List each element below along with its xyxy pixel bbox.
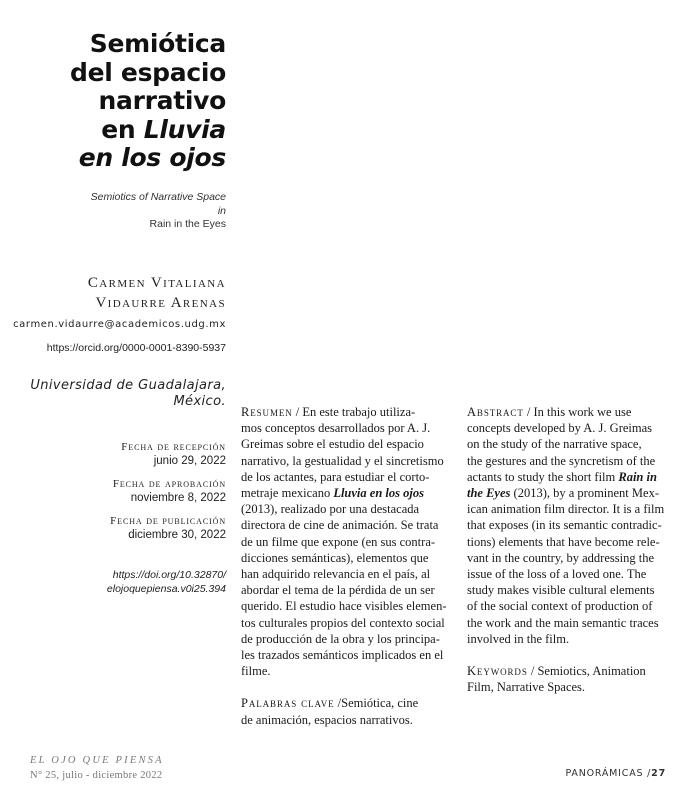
section-page [565,768,666,779]
resumen-line: tos culturales propios del contexto social [241,615,445,630]
resumen-line: de un filme que expone (en sus contra- [241,534,436,549]
abstract-line: of the social context of production of [467,599,653,614]
palabras-line [241,695,442,711]
affiliation-line: México. [173,394,226,409]
resumen-line: narrativo, la gestualidad y el sincretismo [241,453,444,468]
resumen-line [241,404,442,420]
abstract-line: study makes visible cultural elements [467,583,655,598]
date-value: diciembre 30, 2022 [128,529,226,541]
abstract-line: the gestures and the syncretism of the [467,453,656,468]
palabras-line: de animación, espacios narrativos. [241,712,413,727]
title-line: del espacio [70,57,226,87]
section-name: PANORÁMICAS / [565,768,652,779]
resumen-line: de los actantes, para estudiar el corto- [241,469,430,484]
date-label: Fecha de aprobación [112,478,226,490]
doi-line: elojoquepiensa.v0i25.394 [106,582,226,595]
abstract-line [467,404,668,420]
resumen-line: directora de cine de animación. Se trata [241,518,439,533]
palabras-text: /Semiótica, cine [334,696,419,711]
abstract-line: the work and the main semantic traces [467,615,659,630]
resumen-line: (2013), realizado por una destacada [241,502,420,517]
resumen-line: les trazados semánticos implicados en el [241,648,444,663]
date-approved [26,478,226,505]
abstract-line: ican animation film director. It is a film [467,502,665,517]
subtitle-in: in [217,204,226,217]
date-value: noviembre 8, 2022 [130,492,226,504]
author-name [0,273,226,313]
keywords-line: Film, Narrative Spaces. [467,680,586,695]
abstract-line [467,469,668,485]
doi-line: https://doi.org/10.32870/ [112,569,226,581]
film-title: Rain in [618,469,657,484]
date-value: junio 29, 2022 [153,455,226,467]
abstract-text: (2013), by a prominent Mex- [510,486,659,501]
affiliation-line: Universidad de Guadalajara, [30,378,226,393]
abstract-line: involved in the film. [467,631,570,646]
resumen-line: Greimas sobre el estudio del espacio [241,437,424,452]
abstract-line: concepts developed by A. J. Greimas [467,421,653,436]
date-received [26,441,226,468]
title-prefix: en [101,114,144,144]
resumen-line: abordar el tema de la pérdida de un ser [241,583,435,598]
abstract-line [467,485,668,501]
subtitle-film-name: Rain in the Eyes [149,218,226,230]
abstract-column [467,404,668,695]
resumen-line: dicciones semánticas), elementos que [241,550,429,565]
author-email[interactable]: carmen.vidaurre@academicos.udg.mx [13,319,226,330]
resumen-text: metraje mexicano [241,486,334,501]
resumen-line [241,485,442,501]
title-line [6,116,226,145]
resumen-line: mos conceptos desarrollados por A. J. [241,421,431,436]
abstract-line: issue of the loss of a loved one. The [467,567,647,582]
title-line: narrativo [98,86,226,115]
publication-dates [26,441,226,552]
keywords-text: / Semiotics, Animation [527,664,646,679]
resumen-label: Resumen [241,405,293,419]
author-name-line: Vidaurre Arenas [95,295,226,311]
title-line: en los ojos [78,143,226,172]
resumen-line: querido. El estudio hace visibles elemen- [241,599,447,614]
abstract-line: vant in the country, by addressing the [467,550,654,565]
title-film-name: Lluvia [143,114,226,144]
article-title [6,30,226,173]
title-line: Semiótica [89,29,226,58]
resumen-column [241,404,447,728]
subtitle-line: Semiotics of Narrative Space [90,191,226,203]
palabras-label: Palabras clave [241,696,335,711]
film-title: the Eyes [467,486,511,501]
journal-name: EL OJO QUE PIENSA [30,755,164,766]
date-label: Fecha de recepción [121,441,226,453]
author-orcid-link[interactable]: https://orcid.org/0000-0001-8390-5937 [46,342,226,354]
english-subtitle [0,191,226,232]
resumen-line: filme. [241,664,271,679]
abstract-text: / In this work we use [523,405,632,419]
keywords-label: Keywords [467,664,528,679]
film-title: Lluvia en los ojos [333,486,424,501]
date-label: Fecha de publicación [110,515,226,527]
subtitle-line [0,205,226,232]
keywords-line [467,663,668,679]
resumen-line: de producción de la obra y los principa- [241,631,440,646]
issue-info: N° 25, julio - diciembre 2022 [30,770,163,781]
resumen-text: / En este trabajo utiliza- [292,405,416,419]
abstract-line: on the study of the narrative space, [467,437,642,452]
abstract-line: that exposes (in its semantic contradic- [467,518,662,533]
author-name-line: Carmen Vitaliana [87,275,226,291]
abstract-line: tions) elements that have become rele- [467,534,660,549]
abstract-text: actants to study the short film [467,469,619,484]
doi-link[interactable] [6,569,226,596]
resumen-line: han adquirido relevancia en el país, al [241,567,431,582]
date-published [26,515,226,542]
abstract-label: Abstract [467,405,524,419]
page-number: 27 [651,768,666,779]
affiliation [0,378,226,410]
